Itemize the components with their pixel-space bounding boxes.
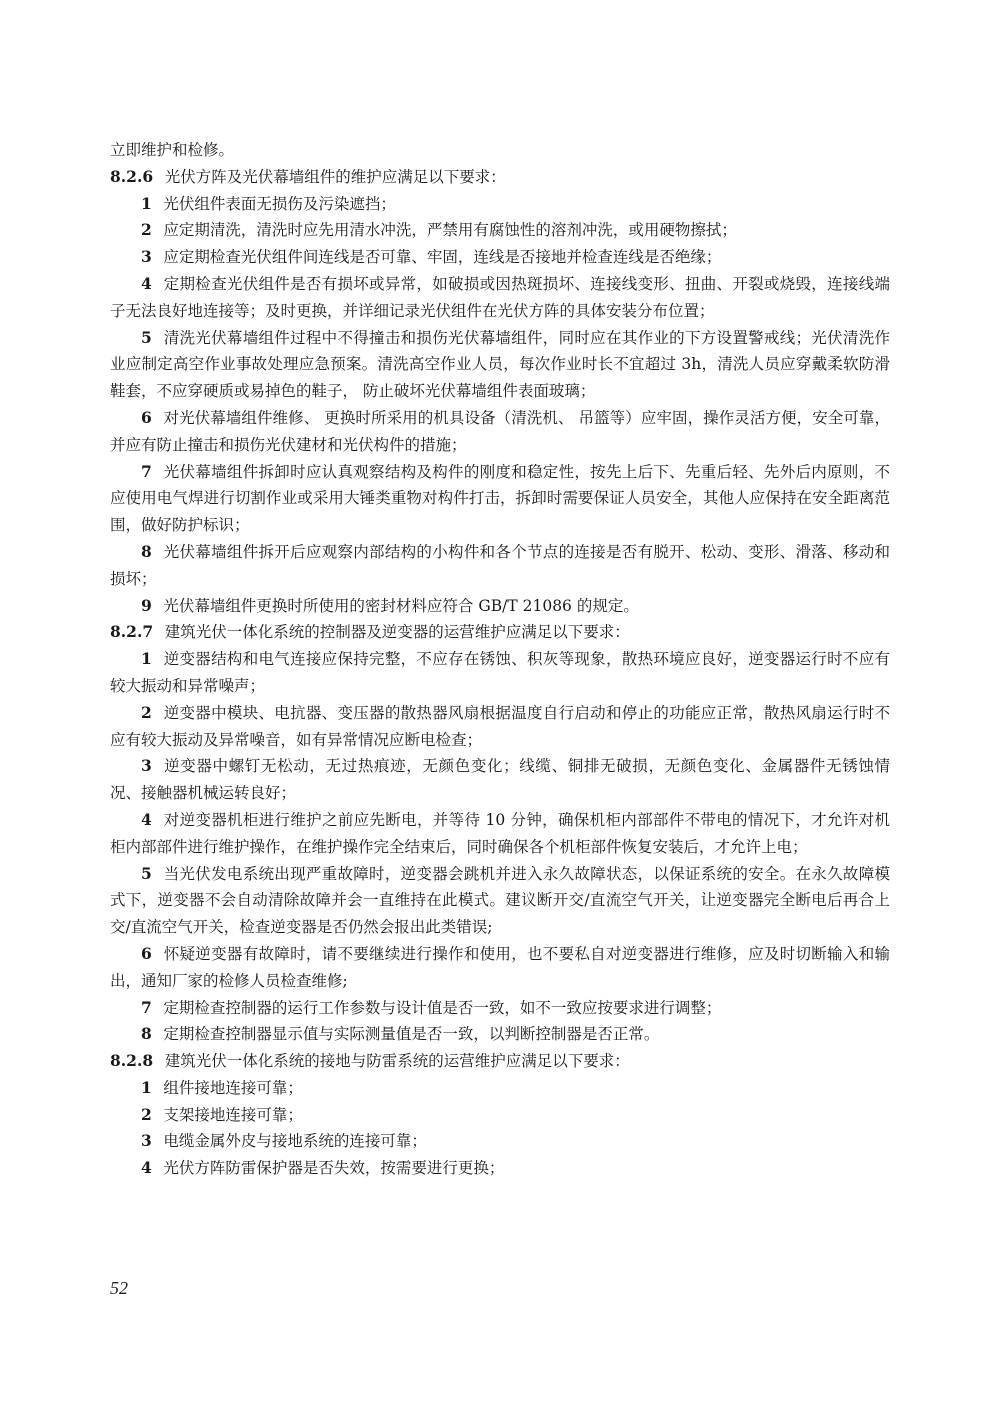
paragraph-text: 对逆变器机柜进行维护之前应先断电，并等待 10 分钟，确保机柜内部部件不带电的情况下，才允许对机柜内部部件进行维护操作，在维护操作完全结束后，同时确保各个机柜部件恢复安装后，才允许上电； xyxy=(110,810,890,856)
item-number: 3 xyxy=(141,756,152,776)
item-number: 9 xyxy=(141,595,152,615)
item-number: 7 xyxy=(141,461,152,481)
paragraph-text: 定期检查光伏组件是否有损坏或异常，如破损或因热斑损坏、连接线变形、扭曲、开裂或烧毁，连接线端子无法良好地连接等；及时更换，并详细记录光伏组件在光伏方阵的具体安装分布位置； xyxy=(110,274,890,320)
item-number: 1 xyxy=(141,1077,152,1097)
list-item xyxy=(110,995,890,1022)
item-number: 4 xyxy=(141,273,152,293)
list-item xyxy=(110,1102,890,1129)
paragraph-text: 光伏幕墙组件更换时所使用的密封材料应符合 GB/T 21086 的规定。 xyxy=(163,596,639,615)
paragraph xyxy=(110,137,890,164)
item-number: 1 xyxy=(141,649,152,669)
paragraph-text: 电缆金属外皮与接地系统的连接可靠； xyxy=(163,1132,427,1151)
item-number: 3 xyxy=(141,247,152,267)
list-item xyxy=(110,244,890,271)
item-number: 4 xyxy=(141,1158,152,1178)
paragraph-text: 光伏组件表面无损伤及污染遮挡； xyxy=(163,194,396,213)
item-number: 6 xyxy=(141,943,152,963)
list-item xyxy=(110,1128,890,1155)
paragraph-text: 清洗光伏幕墙组件过程中不得撞击和损伤光伏幕墙组件，同时应在其作业的下方设置警戒线；光伏清洗作业应制定高空作业事故处理应急预案。清洗高空作业人员，每次作业时长不宜超过 3h，清洗人员应穿戴柔软防滑鞋套，不应穿硬质或易掉色的鞋子， 防止破坏光伏幕墙组件表面玻璃； xyxy=(110,328,890,401)
list-item xyxy=(110,861,890,941)
paragraph-text: 支架接地连接可靠； xyxy=(163,1105,303,1124)
paragraph-text: 定期检查控制器的运行工作参数与设计值是否一致，如不一致应按要求进行调整； xyxy=(163,998,722,1017)
clause-heading xyxy=(110,619,890,646)
list-item xyxy=(110,646,890,700)
item-number: 2 xyxy=(141,702,152,722)
list-item xyxy=(110,753,890,807)
list-item xyxy=(110,217,890,244)
item-number: 8 xyxy=(141,1024,152,1044)
list-item xyxy=(110,941,890,995)
paragraph-text: 应定期清洗，清洗时应先用清水冲洗，严禁用有腐蚀性的溶剂冲洗，或用硬物擦拭； xyxy=(163,221,737,240)
item-number: 2 xyxy=(141,1104,152,1124)
paragraph-text: 逆变器中螺钉无松动，无过热痕迹，无颜色变化；线缆、铜排无破损，无颜色变化、金属器件无锈蚀情况、接触器机械运转良好； xyxy=(110,757,890,803)
item-number: 6 xyxy=(141,407,152,427)
list-item xyxy=(110,593,890,620)
item-number: 1 xyxy=(141,193,152,213)
item-number: 8.2.7 xyxy=(110,622,154,642)
list-item xyxy=(110,405,890,459)
item-number: 4 xyxy=(141,809,152,829)
list-item xyxy=(110,539,890,593)
paragraph-text: 建筑光伏一体化系统的接地与防雷系统的运营维护应满足以下要求： xyxy=(164,1052,630,1071)
paragraph-text: 立即维护和检修。 xyxy=(110,141,235,159)
list-item xyxy=(110,807,890,861)
paragraph-text: 应定期检查光伏组件间连线是否可靠、牢固，连线是否接地并检查连线是否绝缘； xyxy=(163,248,722,267)
paragraph-text: 当光伏发电系统出现严重故障时，逆变器会跳机并进入永久故障状态，以保证系统的安全。在永久故障模式下，逆变器不会自动清除故障并会一直维持在此模式。建议断开交/直流空气开关，让逆变器完全断电后再合上交/直流空气开关，检查逆变器是否仍然会报出此类错误; xyxy=(110,864,890,937)
list-item xyxy=(110,1155,890,1182)
list-item xyxy=(110,459,890,539)
list-item xyxy=(110,1021,890,1048)
item-number: 3 xyxy=(141,1131,152,1151)
list-item xyxy=(110,1075,890,1102)
list-item xyxy=(110,700,890,754)
paragraph-text: 定期检查控制器显示值与实际测量值是否一致，以判断控制器是否正常。 xyxy=(163,1025,660,1044)
paragraph-text: 逆变器中模块、电抗器、变压器的散热器风扇根据温度自行启动和停止的功能应正常，散热风扇运行时不应有较大振动及异常噪音，如有异常情况应断电检查； xyxy=(110,703,890,749)
page-number: 52 xyxy=(110,1278,128,1298)
clause-heading xyxy=(110,1048,890,1075)
item-number: 5 xyxy=(141,327,152,347)
list-item xyxy=(110,191,890,218)
item-number: 8 xyxy=(141,541,152,561)
list-item xyxy=(110,325,890,405)
paragraph-text: 对光伏幕墙组件维修、 更换时所采用的机具设备（清洗机、 吊篮等）应牢固，操作灵活方便，安全可靠，并应有防止撞击和损伤光伏建材和光伏构件的措施； xyxy=(110,408,890,454)
item-number: 2 xyxy=(141,220,152,240)
item-number: 7 xyxy=(141,997,152,1017)
item-number: 5 xyxy=(141,863,152,883)
list-item xyxy=(110,271,890,325)
paragraph-text: 光伏幕墙组件拆开后应观察内部结构的小构件和各个节点的连接是否有脱开、松动、变形、滑落、移动和损坏； xyxy=(110,542,890,588)
page-body xyxy=(110,137,890,1182)
paragraph-text: 建筑光伏一体化系统的控制器及逆变器的运营维护应满足以下要求： xyxy=(164,623,630,642)
clause-heading xyxy=(110,164,890,191)
paragraph-text: 怀疑逆变器有故障时，请不要继续进行操作和使用，也不要私自对逆变器进行维修，应及时切断输入和输出，通知厂家的检修人员检查维修; xyxy=(110,944,890,990)
paragraph-text: 组件接地连接可靠； xyxy=(163,1078,303,1097)
item-number: 8.2.8 xyxy=(110,1051,154,1071)
item-number: 8.2.6 xyxy=(110,166,154,186)
paragraph-text: 光伏方阵及光伏幕墙组件的维护应满足以下要求： xyxy=(164,167,506,186)
paragraph-text: 逆变器结构和电气连接应保持完整，不应存在锈蚀、积灰等现象，散热环境应良好，逆变器运行时不应有较大振动和异常噪声； xyxy=(110,650,890,695)
paragraph-text: 光伏幕墙组件拆卸时应认真观察结构及构件的刚度和稳定性，按先上后下、先重后轻、先外后内原则，不应使用电气焊进行切割作业或采用大锤类重物对构件打击，拆卸时需要保证人员安全，其他人应保持在安全距离范围，做好防护标识； xyxy=(110,462,890,535)
paragraph-text: 光伏方阵防雷保护器是否失效，按需要进行更换； xyxy=(163,1159,505,1178)
